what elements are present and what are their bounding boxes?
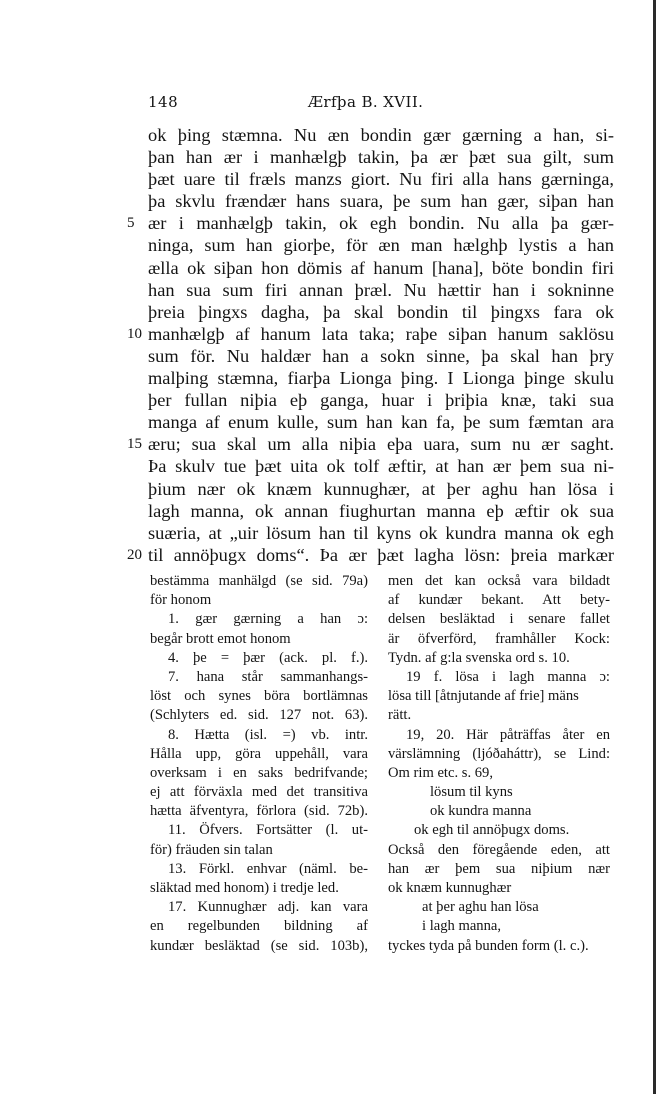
- note-line: 17. Kunnughær adj. kan vara: [168, 899, 368, 916]
- line-text: manga af enum kulle, sum han kan fa, þe sum fæmtan ara: [148, 412, 614, 433]
- note-line: löst och synes böra bortlämnas: [150, 688, 368, 705]
- text-line: [148, 455, 614, 477]
- note-line: lösa till [åtnjutande af frie] mäns: [388, 688, 579, 705]
- note-line: overksam i en saks bedrifvande;: [150, 764, 368, 781]
- note-line: värslämning (ljóðaháttr), se Lind:: [388, 745, 610, 762]
- text-line: [148, 257, 614, 279]
- note-line: 7. hana står sammanhangs-: [168, 668, 368, 685]
- line-text: ok þing stæmna. Nu æn bondin gær gærning a han, si-: [148, 125, 614, 145]
- line-text: æru; sua skal um alla niþia eþa uara, sum nu ær saght.: [148, 434, 614, 455]
- text-line: [148, 500, 614, 522]
- line-text: malþing stæmna, fiarþa Lionga þing. I Lionga þinge skulu: [148, 368, 614, 389]
- line-text: han sua sum firi annan þræl. Nu hættir han i sokninne: [148, 279, 614, 300]
- note-line: Också den föregående eden, att: [388, 841, 610, 858]
- note-line: släktad med honom) i tredje led.: [150, 880, 339, 896]
- text-line: [148, 301, 614, 323]
- text-line: [127, 212, 614, 234]
- note-line: Hålla upp, göra uppehåll, vara: [150, 745, 368, 762]
- note-line: en regelbunden bildning af: [150, 918, 368, 935]
- text-line: [148, 367, 614, 389]
- note-line: (Schlyters ed. sid. 127 not. 63).: [150, 707, 368, 724]
- text-line: [127, 433, 614, 455]
- note-line: begår brott emot honom: [150, 630, 291, 647]
- note-line: i lagh manna,: [422, 918, 502, 935]
- line-text: lagh manna, ok annan fiughurtan manna eþ æftir ok sua: [148, 500, 614, 521]
- note-line: lösum til kyns: [430, 784, 513, 801]
- line-text: Þa skulv tue þæt uita ok tolf æftir, at han ær þem sua ni-: [148, 456, 614, 477]
- line-text: sum för. Nu haldær han a sokn sinne, þa skal han þry: [148, 345, 614, 366]
- text-line: [148, 345, 614, 367]
- line-number: 20: [127, 546, 142, 563]
- text-line: [148, 168, 614, 190]
- running-title: Ærfþa B. XVII.: [308, 93, 424, 111]
- note-line: ok knæm kunnughær: [388, 880, 512, 896]
- line-text: þan han ær i manhælgþ takin, þa ær þæt sua gilt, sum: [148, 147, 614, 168]
- note-line: för) fräuden sin talan: [150, 841, 273, 858]
- line-text: ninga, sum han giorþe, för æn man hælghþ lystis a han: [148, 235, 614, 256]
- line-text: þæt uare til fræls manzs giort. Nu firi alla hans gærninga,: [148, 169, 614, 190]
- note-line: hætta äfventyra, förlora (sid. 72b).: [150, 803, 368, 820]
- page-number: 148: [148, 93, 179, 111]
- note-line: delsen besläktad i senare fallet: [388, 611, 610, 628]
- note-line: men det kan också vara bildadt: [388, 573, 610, 589]
- line-text: manhælgþ af hanum lata taka; raþe siþan hanum saklösu: [148, 323, 614, 344]
- line-text: ælla ok siþan hon dömis af hanum [hana], böte bondin firi: [148, 257, 614, 278]
- line-text: þium nær ok knæm kunnughær, at þer aghu han lösa i: [148, 478, 614, 499]
- note-line: 1. gær gærning a han ɔ:: [168, 611, 368, 628]
- note-line: ok egh til annöþugx doms.: [414, 822, 570, 839]
- note-line: för honom: [150, 592, 212, 609]
- note-line: Om rim etc. s. 69,: [388, 764, 493, 781]
- note-line: han ær þem sua niþium nær: [388, 860, 610, 877]
- note-line: Tydn. af g:la svenska ord s. 10.: [388, 649, 570, 666]
- note-line: bestämma manhälgd (se sid. 79a): [150, 573, 368, 589]
- note-line: 13. Förkl. enhvar (näml. be-: [168, 860, 368, 877]
- note-line: af kundær bekant. Att bety-: [388, 592, 610, 609]
- note-line: 11. Öfvers. Fortsätter (l. ut-: [168, 822, 368, 839]
- note-line: ok kundra manna: [430, 803, 532, 820]
- note-line: rätt.: [388, 707, 412, 724]
- line-text: ær i manhælgþ takin, ok egh bondin. Nu alla þa gær-: [148, 213, 614, 234]
- line-text: suæria, at „uir lösum han til kyns ok kundra manna ok egh: [148, 522, 614, 543]
- note-line: tyckes tyda på bunden form (l. c.).: [388, 937, 589, 954]
- text-line: [148, 279, 614, 301]
- line-text: þer fullan niþia eþ ganga, huar i þriþia knæ, taki sua: [148, 390, 614, 411]
- note-line: ej att förväxla med det transitiva: [150, 784, 368, 801]
- note-line: at þer aghu han lösa: [422, 899, 539, 916]
- main-text-block: [127, 124, 614, 566]
- note-line: 8. Hætta (isl. =) vb. intr.: [168, 726, 368, 743]
- text-line: [148, 522, 614, 544]
- line-text: til annöþugx doms“. Þa ær þæt lagha lösn: þreia markær: [148, 544, 614, 565]
- text-line: [148, 124, 614, 146]
- line-number: 10: [127, 325, 142, 342]
- text-line: [148, 389, 614, 411]
- text-line: [148, 190, 614, 212]
- line-number: 15: [127, 436, 142, 453]
- text-line: [148, 146, 614, 168]
- text-line: [127, 323, 614, 345]
- text-line: [127, 544, 614, 566]
- text-line: [148, 411, 614, 433]
- note-line: 19, 20. Här påträffas åter en: [406, 726, 610, 743]
- line-text: þa skvlu frændær hans suara, þe sum han gær, siþan han: [148, 191, 614, 212]
- text-line: [148, 478, 614, 500]
- note-line: är öfverförd, framhåller Kock:: [388, 630, 610, 647]
- line-text: þreia þingxs dagha, þa skal bondin til þingxs fara ok: [148, 301, 614, 322]
- notes-left-column: [150, 572, 368, 956]
- line-number: 5: [127, 215, 135, 232]
- note-line: 4. þe = þær (ack. pl. f.).: [168, 649, 368, 666]
- text-line: [148, 234, 614, 256]
- note-line: 19 f. lösa i lagh manna ɔ:: [406, 668, 610, 685]
- notes-right-column: [388, 572, 610, 956]
- note-line: kundær besläktad (se sid. 103b),: [150, 937, 368, 954]
